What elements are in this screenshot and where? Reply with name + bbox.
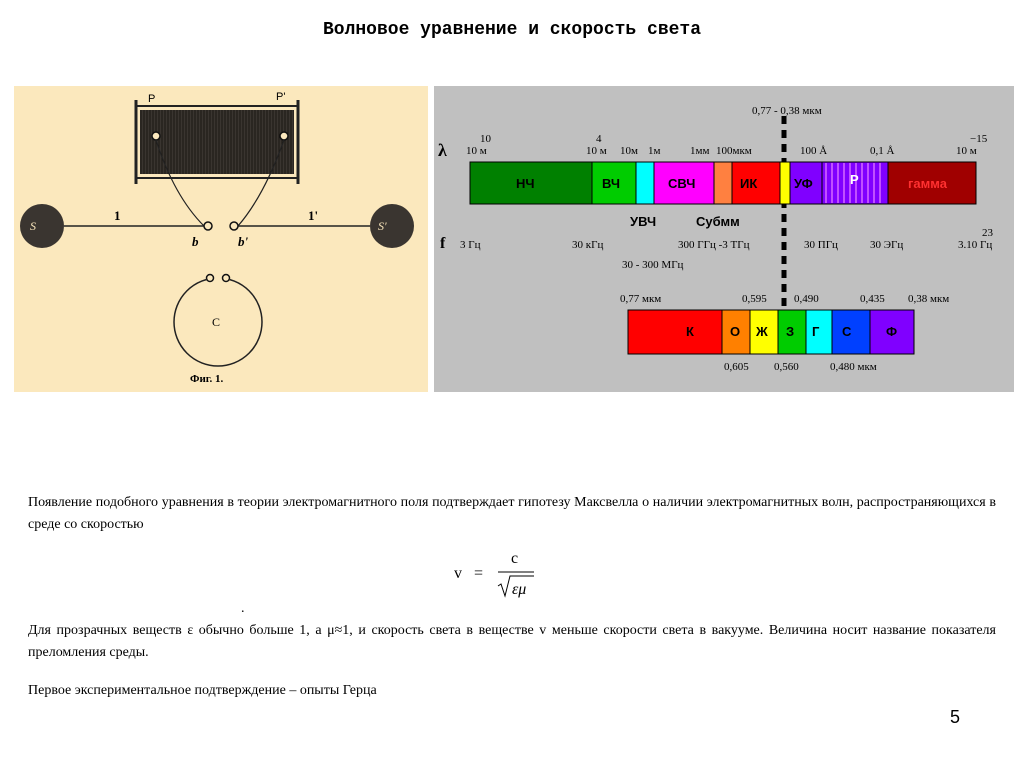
figure-caption: Фиг. 1.	[190, 373, 224, 385]
paragraph-hertz: Первое экспериментальное подтверждение – опыты Герца	[28, 683, 377, 698]
vband-label-s: С	[842, 324, 852, 339]
freq-2: 30 кГц	[572, 239, 604, 251]
band-label-ik: ИК	[740, 176, 758, 191]
visible-range-label: 0,77 - 0,38 мкм	[752, 105, 822, 117]
slide-title: Волновое уравнение и скорость света	[322, 20, 702, 40]
band-label-uf: УФ	[794, 176, 813, 191]
label-p: P	[148, 93, 156, 105]
vis-top-4: 0,435	[860, 293, 885, 305]
label-c: C	[212, 315, 221, 329]
freq-3: 300 ГГц -3 ТГц	[678, 239, 750, 251]
label-s-prime: S'	[378, 219, 387, 233]
wl-6: 100мкм	[716, 145, 752, 157]
vis-top-5: 0,38 мкм	[908, 293, 950, 305]
paragraph-maxwell: Появление подобного уравнения в теории электромагнитного поля подтверждает гипотезу Максвелла о наличии электромагнитных волн, распространяющихся в среде со скоростью	[28, 495, 996, 532]
band-label-r: Р	[850, 172, 859, 187]
wl-9-exp: −15	[970, 133, 988, 145]
band-uvch	[636, 162, 654, 204]
freq-4: 30 ПГц	[804, 239, 838, 251]
vis-bottom-1: 0,605	[724, 361, 749, 373]
band-label-gamma: гамма	[908, 176, 947, 191]
sphere-s-prime	[370, 204, 414, 248]
wl-8: 0,1 Å	[870, 145, 895, 157]
formula-lhs: v	[454, 565, 462, 582]
vband-label-g: Г	[812, 324, 820, 339]
freq-6-exp: 23	[982, 227, 993, 239]
band-visible	[780, 162, 790, 204]
freq-1: 3 Гц	[460, 239, 481, 251]
wl-5: 1мм	[690, 145, 710, 157]
band-label-vch: ВЧ	[602, 176, 621, 191]
spectrum-bar	[470, 162, 976, 204]
separator-dot: .	[241, 601, 245, 616]
wl-2: 10 м	[586, 145, 607, 157]
sublabel-submm: Субмм	[696, 214, 740, 229]
label-s: S	[30, 219, 36, 233]
formula-numerator: c	[511, 550, 519, 567]
vband-label-f: Ф	[886, 324, 898, 339]
speed-formula	[452, 548, 572, 608]
spectrum-panel	[434, 86, 1014, 392]
sublabel-uvch: УВЧ	[630, 214, 657, 229]
hertz-apparatus-drawing	[14, 86, 428, 392]
freq-7: 30 - 300 МГц	[622, 259, 684, 271]
label-b: b	[192, 234, 199, 249]
vis-top-2: 0,595	[742, 293, 767, 305]
freq-6: 3.10 Гц	[958, 239, 993, 251]
vis-bottom-3: 0,480 мкм	[830, 361, 877, 373]
vband-label-z: З	[786, 324, 795, 339]
label-1-prime: 1'	[308, 208, 319, 223]
wl-2-exp: 4	[596, 133, 602, 145]
label-1: 1	[114, 208, 121, 223]
formula-eq: =	[474, 565, 484, 582]
wl-1-exp: 10	[480, 133, 491, 145]
spectrum-diagram	[434, 86, 1014, 392]
wl-7: 100 Å	[800, 145, 828, 157]
band-label-svch: СВЧ	[668, 176, 696, 191]
wl-4: 1м	[648, 145, 661, 157]
vband-label-o: О	[730, 324, 741, 339]
vis-top-3: 0,490	[794, 293, 819, 305]
formula-denominator: εμ	[512, 581, 527, 598]
freq-5: 30 ЭГц	[870, 239, 904, 251]
vis-top-1: 0,77 мкм	[620, 293, 662, 305]
page-number: 5	[950, 707, 961, 727]
wl-9: 10 м	[956, 145, 977, 157]
label-p-prime: P'	[276, 91, 286, 103]
vband-label-k: К	[686, 324, 694, 339]
band-submm	[714, 162, 732, 204]
band-label-nch: НЧ	[516, 176, 535, 191]
visible-spectrum-bar	[628, 310, 914, 354]
coil-winding	[140, 110, 294, 174]
label-b-prime: b'	[238, 234, 249, 249]
paragraph-refraction: Для прозрачных веществ ε обычно больше 1, а μ≈1, и скорость света в веществе v меньше скорости света в вакууме. Величина носит название показателя преломления среды.	[28, 623, 996, 660]
lambda-symbol: λ	[438, 140, 447, 160]
vband-red	[628, 310, 722, 354]
wl-1: 10 м	[466, 145, 487, 157]
vband-label-zh: Ж	[756, 324, 768, 339]
frequency-symbol: f	[440, 235, 446, 252]
sphere-s	[20, 204, 64, 248]
wl-3: 10м	[620, 145, 638, 157]
vis-bottom-2: 0,560	[774, 361, 799, 373]
hertz-figure-panel	[14, 86, 428, 392]
